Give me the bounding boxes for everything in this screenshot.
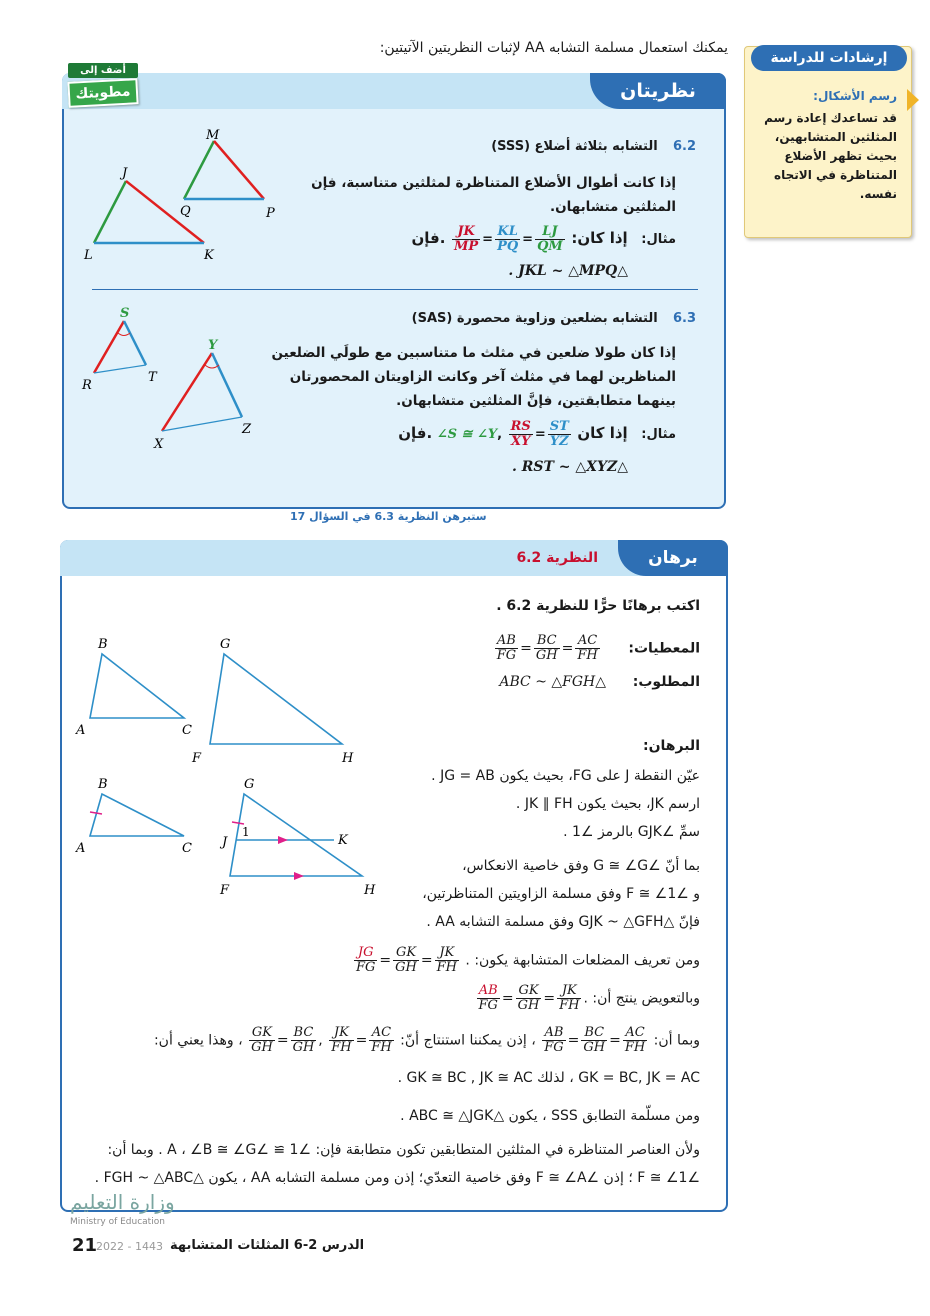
prove-label: المطلوب: bbox=[632, 674, 700, 690]
given-ratio: $\frac{AB}{FG}$ = $\frac{BC}{GH}$ = $\frac{AC}{FH}$ bbox=[496, 633, 598, 663]
vertex-label-g: G bbox=[244, 777, 255, 792]
vertex-label-a: A bbox=[76, 841, 86, 856]
vertex-label-m: M bbox=[206, 128, 220, 143]
vertex-label-h: H bbox=[342, 751, 354, 766]
proof-line-9a: وبما أن: bbox=[653, 1032, 700, 1049]
vertex-label-b: B bbox=[98, 777, 108, 792]
theorems-box bbox=[62, 65, 726, 509]
vertex-label-k: K bbox=[204, 248, 214, 263]
vertex-label-k: K bbox=[338, 833, 348, 848]
lesson-title: الدرس 2-6 المثلثات المتشابهة bbox=[170, 1238, 365, 1253]
proof-subtitle: النظرية 6.2 bbox=[516, 550, 598, 566]
theorems-title: نظريتان bbox=[590, 73, 726, 109]
ministry-logo-arabic: وزارة التعليم bbox=[70, 1190, 175, 1214]
vertex-label-f: F bbox=[220, 883, 230, 898]
sss-ratio: $\frac{JK}{MP}$ = $\frac{KL}{PQ}$ = $\frac{LJ}{QM}$ bbox=[453, 224, 563, 254]
vertex-label-p: P bbox=[266, 206, 275, 221]
study-tips-body: قد تساعدك إعادة رسم المثلثين المتشابهين، بحيث تظهر الأضلاع المتناظرة في الاتجاه نفسه. bbox=[764, 111, 897, 201]
proof-line-13: ∠F ≅ ∠1 ؛ إذن ∠F ≅ ∠A وفق خاصية التعدّي؛ إذن ومن مسلمة التشابه AA ، يكون △FGH ~ △ABC . bbox=[94, 1170, 700, 1186]
prove-row bbox=[499, 674, 700, 690]
vertex-label-g: G bbox=[220, 637, 231, 652]
proof-box bbox=[60, 540, 728, 1212]
then-label: فإن bbox=[398, 424, 427, 442]
vertex-label-x: X bbox=[154, 437, 164, 452]
example-label: مثال: bbox=[641, 232, 676, 247]
year-watermark: 2022 - 1443 bbox=[96, 1240, 163, 1253]
proof-line-12: ولأن العناصر المتناظرة في المثلثين المتطابقين تكون متطابقة فإن: ∠1 ≅ ∠A ، ∠B ≅ ∠G . وبما أن: bbox=[107, 1142, 700, 1158]
prove-value: △ABC ~ △FGH bbox=[499, 674, 607, 690]
proof-title: برهان bbox=[618, 540, 728, 576]
proof-line-2: ارسم JK، بحيث يكون JK ∥ FH . bbox=[515, 796, 700, 812]
study-tips-sidebar bbox=[744, 46, 912, 238]
vertex-label-r: R bbox=[82, 378, 92, 393]
proof-line-3: سمِّ ∠GJK بالرمز ∠1 . bbox=[563, 824, 700, 840]
proof-line-7 bbox=[352, 946, 700, 975]
proof-figures bbox=[72, 632, 376, 898]
foldable-top: أضف إلى bbox=[68, 63, 138, 78]
angle-congruence: ∠S ≅ ∠Y bbox=[436, 427, 498, 442]
angle-label-1: 1 bbox=[242, 825, 250, 839]
vertex-label-t: T bbox=[148, 370, 157, 385]
proof-ratio-1: $\frac{JG}{FG}$ = $\frac{GK}{GH}$ = $\frac{JK}{FH}$ . bbox=[356, 945, 470, 975]
theorem-text-line: بينهما متطابقتين، فإنَّ المثلثين متشابهان. bbox=[396, 393, 676, 409]
vertex-label-c: C bbox=[182, 723, 192, 738]
then-label: فإن bbox=[411, 229, 440, 247]
theorem-text-line: المناظرين لهما في مثلث آخر وكانت الزاويتان المحصورتان bbox=[289, 369, 676, 385]
vertex-label-z: Z bbox=[242, 422, 252, 437]
proof-line-4: بما أنّ ∠G ≅ ∠G وفق خاصية الانعكاس، bbox=[462, 858, 700, 874]
theorem-text-line: المثلثين متشابهان. bbox=[549, 199, 676, 215]
proof-line-9c: ، وهذا يعني أن: bbox=[153, 1032, 243, 1049]
theorem-text-line: إذا كانت أطوال الأضلاع المتناظرة لمثلثين متناسبة، فإن bbox=[311, 175, 676, 191]
ministry-logo-english: Ministry of Education bbox=[70, 1217, 165, 1227]
theorem-title: التشابه بضلعين وزاوية محصورة (SAS) bbox=[411, 311, 658, 326]
proof-line-7-text: ومن تعريف المضلعات المتشابهة يكون: bbox=[474, 952, 700, 969]
proof-line-11: ومن مسلّمة التطابق SSS ، يكون △ABC ≅ △JGK . bbox=[400, 1108, 700, 1124]
sas-ratio: ∠S ≅ ∠Y, $\frac{RS}{XY}$ = $\frac{ST}{YZ}$ bbox=[436, 419, 569, 449]
vertex-label-s: S bbox=[120, 306, 130, 321]
proof-line-10: GK = BC, JK = AC ، لذلك GK ≅ BC , JK ≅ AC . bbox=[397, 1070, 700, 1086]
sss-triangles-figure bbox=[74, 125, 294, 275]
sas-triangles-figure bbox=[74, 303, 274, 453]
proof-line-9b: ، إذن يمكننا استنتاج أنّ: bbox=[400, 1032, 536, 1049]
foldable-bottom: مطويتك bbox=[67, 78, 138, 108]
page-number: 21 bbox=[72, 1235, 98, 1256]
theorem-text-line: إذا كان طولا ضلعين في مثلث ما متناسبين مع طولَي الضلعين bbox=[271, 345, 676, 361]
study-tips-subtitle: رسم الأشكال: bbox=[813, 89, 897, 103]
proof-label: البرهان: bbox=[643, 738, 700, 754]
proof-instruction: اكتب برهانًا حرًّا للنظرية 6.2 . bbox=[496, 598, 700, 614]
proof-line-8-text: وبالتعويض ينتج أن: bbox=[592, 990, 700, 1007]
vertex-label-j: J bbox=[222, 835, 228, 850]
proof-line-6: فإنّ △GJK ~ △GFH وفق مسلمة التشابه AA . bbox=[426, 914, 700, 930]
if-label: إذا كان bbox=[577, 424, 628, 442]
theorem-title: التشابه بثلاثة أضلاع (SSS) bbox=[491, 139, 658, 154]
proof-line-8 bbox=[475, 984, 701, 1013]
proof-line-1: عيّن النقطة J على FG، بحيث يكون JG = AB . bbox=[431, 768, 700, 784]
proof-ratio-3: $\frac{AB}{FG}$ = $\frac{BC}{GH}$ = $\frac{AC}{FH}$ bbox=[544, 1025, 646, 1055]
theorem-number: 6.2 bbox=[672, 139, 696, 154]
proof-ratio-4: $\frac{GK}{GH}$ = $\frac{BC}{GH}$ , $\frac{JK}{FH}$ = $\frac{AC}{FH}$ bbox=[251, 1025, 392, 1055]
vertex-label-q: Q bbox=[180, 204, 191, 219]
theorem-6-2-example: مثال: إذا كان: $\frac{JK}{MP}$ = $\frac{KL}{PQ}$ = $\frac{LJ}{QM}$ .فإن bbox=[411, 224, 676, 254]
study-tips-title: إرشادات للدراسة bbox=[751, 45, 907, 71]
vertex-label-c: C bbox=[182, 841, 192, 856]
intro-text: يمكنك استعمال مسلمة التشابه AA لإثبات النظريتين الآتيتين: bbox=[379, 40, 728, 56]
theorem-6-3-heading bbox=[412, 307, 696, 326]
theorem-6-2-heading bbox=[491, 135, 696, 154]
theorem-6-2-text bbox=[256, 171, 676, 219]
vertex-label-f: F bbox=[192, 751, 202, 766]
theorem-number: 6.3 bbox=[672, 311, 696, 326]
vertex-label-l: L bbox=[84, 248, 93, 263]
theorem-6-2-conclusion: △JKL ~ △MPQ . bbox=[508, 263, 628, 279]
proof-line-9 bbox=[154, 1026, 700, 1055]
if-label: إذا كان: bbox=[571, 229, 628, 247]
proof-ratio-2: $\frac{AB}{FG}$ = $\frac{GK}{GH}$ = $\frac{JK}{FH}$ . bbox=[478, 983, 588, 1013]
theorem-6-3-conclusion: △RST ~ △XYZ . bbox=[511, 459, 628, 475]
vertex-label-y: Y bbox=[208, 338, 218, 353]
vertex-label-b: B bbox=[98, 637, 108, 652]
example-label: مثال: bbox=[641, 427, 676, 442]
theorem-6-3-example: مثال: إذا كان ∠S ≅ ∠Y, $\frac{RS}{XY}$ = $\frac{ST}{YZ}$ .فإن bbox=[398, 419, 676, 449]
theorem-6-3-text bbox=[236, 341, 676, 413]
proof-reference-note: ستبرهن النظرية 6.3 في السؤال 17 bbox=[290, 510, 487, 523]
vertex-label-h: H bbox=[364, 883, 376, 898]
tab-marker-icon bbox=[907, 89, 919, 111]
given-label: المعطيات: bbox=[628, 640, 700, 657]
foldable-badge bbox=[68, 63, 138, 107]
theorem-divider bbox=[92, 289, 698, 290]
vertex-label-j: J bbox=[122, 166, 128, 181]
vertex-label-a: A bbox=[76, 723, 86, 738]
given-row bbox=[493, 634, 700, 663]
proof-line-5: و ∠F ≅ ∠1 وفق مسلمة الزاويتين المتناظرتين، bbox=[422, 886, 700, 902]
